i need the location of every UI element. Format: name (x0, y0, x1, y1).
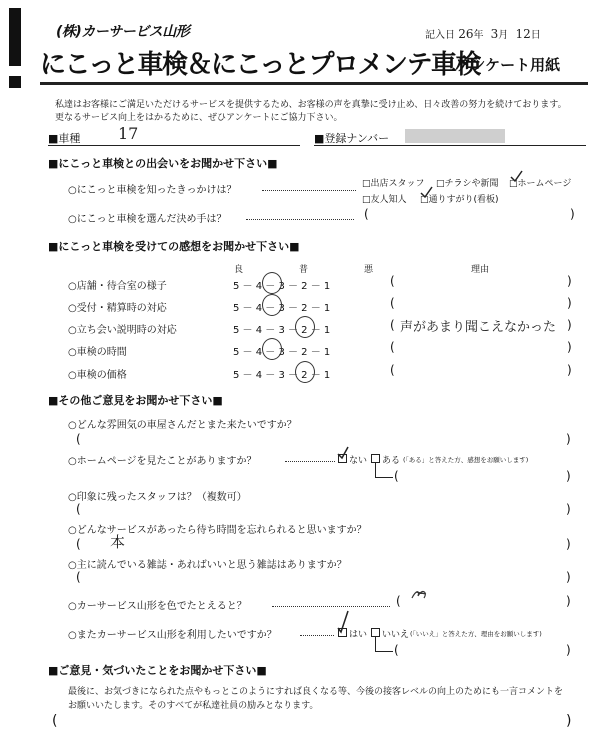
page-title: にこっと車検＆にこっとプロメンテ車検 (40, 50, 480, 80)
s3-q7-bracket-h (375, 651, 393, 652)
s3-q4-open-paren: ( (76, 537, 81, 551)
plate-underline (314, 145, 586, 146)
rating-close-paren: ) (567, 296, 572, 310)
car-type-value: 17 (118, 124, 139, 143)
s3-q7-no-checkbox[interactable] (371, 628, 380, 637)
s3-q2-no-label: ない (349, 456, 368, 466)
rating-scale: 5 － 4 － 3 － 2 － 1 (233, 303, 331, 314)
s3-q1-label: ○どんな雰囲気の車屋さんだとまた来たいですか？ (68, 420, 297, 431)
exclamation-icon (8, 8, 22, 94)
fill-date-day: 12 (515, 27, 531, 41)
rating-close-paren: ) (567, 340, 572, 354)
s3-q2-yes-note: (「ある」と答えた方、感想をお願いします) (403, 456, 529, 464)
rating-selected-circle (295, 361, 315, 383)
rating-scale: 5 － 4 － 3 － 2 － 1 (233, 325, 331, 336)
s3-q2-yes-checkbox[interactable] (371, 454, 380, 463)
fill-date (425, 26, 541, 41)
rating-close-paren: ) (567, 363, 572, 377)
scale-bad: 悪 (364, 265, 374, 275)
s3-q7-leader (300, 635, 334, 636)
rating-open-paren: ( (390, 318, 395, 332)
s1-opt-passing[interactable]: □通りすがり(看板) (420, 195, 499, 205)
fill-date-year: 26 (458, 27, 474, 41)
s1-q1-label: ○にこっと車検を知ったきっかけは？ (68, 185, 237, 196)
fill-date-day-suffix: 日 (530, 30, 541, 41)
s3-q2-leader (285, 461, 335, 462)
s4-line-2: お願いいたします。そのすべてが私達社員の励みとなります。 (68, 701, 319, 711)
scale-good: 良 (234, 265, 244, 275)
company-name: (株)カーサービス山形 (56, 24, 190, 40)
rating-open-paren: ( (390, 340, 395, 354)
section3-heading: ■その他ご意見をお聞かせ下さい■ (48, 394, 223, 407)
s3-q2-close-paren: ) (566, 469, 571, 483)
scribble-mark (410, 586, 432, 602)
checkmark-icon (509, 170, 523, 184)
rating-scale: 5 － 4 － 3 － 2 － 1 (233, 347, 331, 358)
fill-date-year-suffix: 年 (473, 30, 484, 41)
s1-q2-open-paren: ( (364, 207, 369, 221)
s1-q1-leader (262, 190, 356, 191)
car-type-underline (48, 145, 300, 146)
s3-q7-close-paren: ) (566, 643, 571, 657)
title-underline (40, 82, 588, 85)
rating-row-label: ○店舗・待合室の様子 (68, 281, 167, 292)
rating-scale: 5 － 4 － 3 － 2 － 1 (233, 281, 331, 292)
rating-reason-text: 声があまり聞こえなかった (400, 320, 557, 335)
s4-open-paren: ( (52, 713, 58, 729)
checkmark-icon (336, 446, 350, 460)
rating-selected-circle (262, 338, 282, 360)
section4-heading: ■ご意見・気づいたことをお聞かせ下さい■ (48, 664, 267, 677)
section1-heading: ■にこっと車検との出会いをお聞かせ下さい■ (48, 157, 278, 170)
s1-opt-flyer[interactable]: □チラシや新聞 (436, 179, 499, 189)
s3-q4-answer: 本 (110, 533, 126, 551)
s1-opt-homepage[interactable]: □ホームページ (509, 179, 572, 189)
s3-q7-open-paren: ( (394, 643, 399, 657)
s1-opt-store-staff[interactable]: □出店スタッフ (362, 179, 425, 189)
rating-row-label: ○車検の価格 (68, 370, 127, 381)
rating-row-label: ○立ち会い説明時の対応 (68, 325, 177, 336)
s3-q2-bracket-v (375, 463, 376, 477)
rating-selected-circle (262, 272, 282, 294)
rating-row-label: ○受付・精算時の対応 (68, 303, 167, 314)
s3-q3-close-paren: ) (566, 502, 571, 516)
s3-q4-label: ○どんなサービスがあったら待ち時間を忘れられると思いますか？ (68, 525, 367, 536)
s3-q6-close-paren: ) (566, 594, 571, 608)
rating-open-paren: ( (390, 296, 395, 310)
reason-header: 理由 (471, 265, 490, 275)
s3-q5-label: ○主に読んでいる雑誌・あればいいと思う雑誌はありますか？ (68, 560, 347, 571)
s3-q2-open-paren: ( (394, 469, 399, 483)
s3-q6-open-paren: ( (396, 594, 401, 608)
plate-label: ■登録ナンバー (314, 132, 390, 145)
s1-q2-label: ○にこっと車検を選んだ決め手は？ (68, 214, 227, 225)
s3-q2-bracket-h (375, 477, 393, 478)
s3-q5-close-paren: ) (566, 570, 571, 584)
s3-q4-close-paren: ) (566, 537, 571, 551)
intro-line-2: 更なるサービス向上をはかるために、ぜひアンケートにご協力下さい。 (55, 113, 343, 123)
s3-q7-yes-label: はい (349, 630, 368, 640)
scale-normal: 普 (299, 265, 309, 275)
fill-date-label: 記入日 (425, 30, 455, 41)
s1-q2-close-paren: ) (570, 207, 575, 221)
s3-q6-label: ○カーサービス山形を色でたとえると？ (68, 601, 247, 612)
s3-q1-close-paren: ) (566, 432, 571, 446)
s1-q2-leader (246, 219, 354, 220)
fill-date-month-suffix: 月 (498, 30, 509, 41)
s3-q2-yes-label: ある (382, 456, 401, 466)
page-title-suffix: アンケート用紙 (456, 56, 561, 74)
checkmark-icon (336, 610, 350, 634)
rating-selected-circle (262, 294, 282, 316)
s4-line-1: 最後に、お気づきになられた点やもっとこのようにすれば良くなる等、今後の接客レベルの向上のためにも一言コメントを (68, 687, 564, 697)
car-type-label: ■車種 (48, 132, 81, 145)
plate-redaction (405, 129, 505, 143)
s3-q7-label: ○またカーサービス山形を利用したいですか？ (68, 630, 277, 641)
s4-close-paren: ) (566, 713, 572, 729)
fill-date-month: 3 (490, 27, 499, 41)
s3-q2-label: ○ホームページを見たことがありますか？ (68, 456, 257, 467)
s3-q1-open-paren: ( (76, 432, 81, 446)
intro-line-1: 私達はお客様にご満足いただけるサービスを提供するため、お客様の声を真摯に受け止め、日々改善の努力を続けております。 (55, 100, 567, 110)
rating-close-paren: ) (567, 318, 572, 332)
s3-q7-no-label: いいえ (382, 630, 410, 640)
rating-selected-circle (295, 316, 315, 338)
section2-heading: ■にこっと車検を受けての感想をお聞かせ下さい■ (48, 240, 300, 253)
rating-scale: 5 － 4 － 3 － 2 － 1 (233, 370, 331, 381)
rating-open-paren: ( (390, 274, 395, 288)
s3-q7-bracket-v (375, 637, 376, 651)
s3-q3-open-paren: ( (76, 502, 81, 516)
s3-q5-open-paren: ( (76, 570, 81, 584)
rating-close-paren: ) (567, 274, 572, 288)
rating-open-paren: ( (390, 363, 395, 377)
s3-q6-leader (272, 606, 390, 607)
s1-opt-friend[interactable]: □友人知人 (362, 195, 407, 205)
s3-q3-label: ○印象に残ったスタッフは？（複数可） (68, 492, 247, 503)
rating-row-label: ○車検の時間 (68, 347, 127, 358)
s3-q7-no-note: (「いいえ」と答えた方、理由をお願いします) (410, 630, 542, 638)
checkmark-icon (419, 186, 433, 200)
